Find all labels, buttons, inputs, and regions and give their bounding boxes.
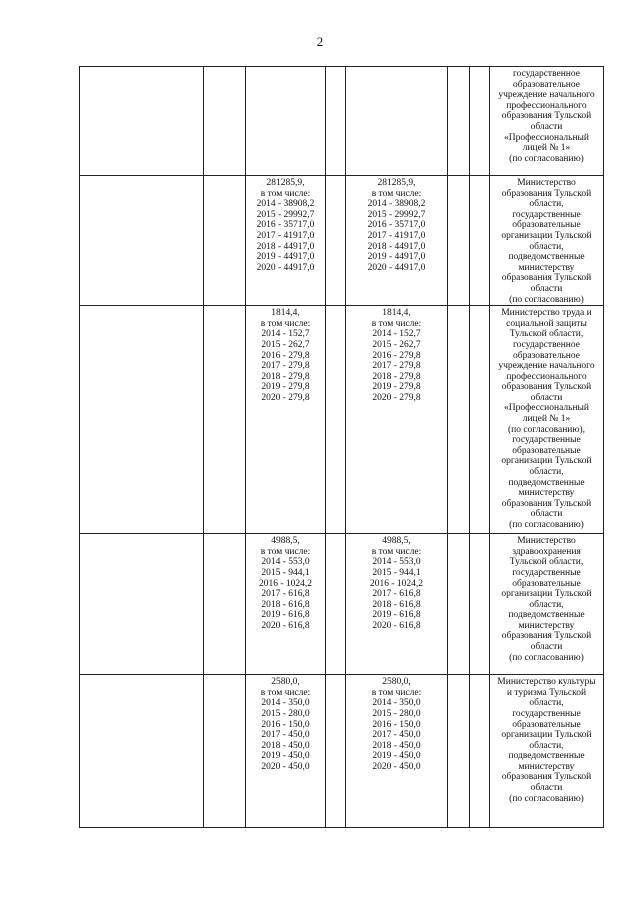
funding-total-cell <box>246 176 326 306</box>
funding-line: 2018 - 44917,0 <box>367 241 426 252</box>
funding-line: 2014 - 152,7 <box>261 329 310 340</box>
organization-line: области, <box>529 740 564 751</box>
organization-line: образовательные <box>512 719 581 730</box>
funding-line: 2020 - 616,8 <box>261 620 310 631</box>
responsible-organization-cell <box>490 675 604 828</box>
funding-line: в том числе: <box>260 546 311 557</box>
organization-line: государственные <box>512 435 581 446</box>
funding-line: 2020 - 44917,0 <box>367 262 426 273</box>
funding-line: 2016 - 279,8 <box>261 350 310 361</box>
organization-line: подведомственные <box>508 477 585 488</box>
funding-line: 2020 - 450,0 <box>372 761 421 772</box>
organization-line: образования Тульской <box>501 273 592 284</box>
funding-line: 2020 - 450,0 <box>261 761 310 772</box>
funding-line: в том числе: <box>371 318 422 329</box>
funding-line: 2015 - 29992,7 <box>367 209 426 220</box>
organization-line: министерству <box>518 262 575 273</box>
funding-line: 2580,0, <box>382 677 411 688</box>
organization-line: Министерство <box>517 178 576 188</box>
funding-line: 2017 - 279,8 <box>372 361 421 372</box>
funding-line: 2018 - 44917,0 <box>256 241 315 252</box>
organization-line: области, <box>529 698 564 709</box>
funding-line: 2017 - 616,8 <box>372 589 421 600</box>
organization-line: образования Тульской <box>501 111 592 122</box>
funding-line: 2580,0, <box>271 677 300 688</box>
organization-line: (по согласованию) <box>509 652 584 663</box>
table-row <box>80 67 604 176</box>
funding-line: 281285,9, <box>377 178 416 188</box>
funding-line: 2019 - 450,0 <box>261 751 310 762</box>
organization-line: Министерство труда и <box>501 308 592 319</box>
organization-line: образования Тульской <box>501 498 592 509</box>
funding-regional-cell <box>346 306 448 534</box>
organization-line: подведомственные <box>508 610 585 621</box>
funding-line: 2015 - 262,7 <box>372 339 421 350</box>
federal-budget-cell <box>326 67 346 176</box>
funding-line: 2020 - 279,8 <box>261 392 310 403</box>
organization-line: профессионального <box>506 371 587 382</box>
event-name-cell <box>80 306 204 534</box>
funding-line: 2017 - 616,8 <box>261 589 310 600</box>
organization-line: области <box>530 121 563 132</box>
program-funding-table <box>79 66 604 828</box>
organization-line: организации Тульской <box>501 456 592 467</box>
organization-line: области <box>530 783 563 794</box>
extra-budget-cell <box>470 176 490 306</box>
funding-line: 2015 - 262,7 <box>261 339 310 350</box>
period-cell <box>204 534 246 675</box>
organization-line: образовательные <box>512 578 581 589</box>
funding-line: 2019 - 616,8 <box>372 610 421 621</box>
funding-line: в том числе: <box>260 188 311 199</box>
funding-line: 2018 - 616,8 <box>372 599 421 610</box>
funding-line: 2017 - 450,0 <box>372 730 421 741</box>
funding-line: 2015 - 944,1 <box>372 567 421 578</box>
federal-budget-cell <box>326 176 346 306</box>
event-name-cell <box>80 176 204 306</box>
funding-line: 2014 - 350,0 <box>372 698 421 709</box>
funding-line: 2014 - 350,0 <box>261 698 310 709</box>
funding-line: 2018 - 616,8 <box>261 599 310 610</box>
page-number: 2 <box>316 34 324 49</box>
organization-line: (по согласованию) <box>509 520 584 530</box>
period-cell <box>204 176 246 306</box>
organization-line: (по согласованию), <box>507 424 586 435</box>
funding-total-cell <box>246 306 326 534</box>
funding-line: 2014 - 553,0 <box>372 557 421 568</box>
organization-line: учреждение начального <box>498 90 595 101</box>
organization-line: организации Тульской <box>501 730 592 741</box>
organization-line: государственное <box>513 69 580 79</box>
funding-line: 1814,4, <box>271 308 300 319</box>
table-row <box>80 534 604 675</box>
organization-line: образования Тульской <box>501 188 592 199</box>
funding-line: 2016 - 1024,2 <box>369 578 424 589</box>
organization-line: (по согласованию) <box>509 153 584 164</box>
organization-line: области <box>530 283 563 294</box>
funding-line: 4988,5, <box>271 536 300 547</box>
organization-line: (по согласованию) <box>509 294 584 305</box>
table-row <box>80 675 604 828</box>
organization-line: Министерство культуры <box>497 677 596 688</box>
funding-line: 2019 - 44917,0 <box>256 252 315 263</box>
organization-line: области <box>530 509 563 520</box>
funding-line: 2015 - 280,0 <box>261 708 310 719</box>
funding-line: 2015 - 944,1 <box>261 567 310 578</box>
responsible-organization-cell <box>490 306 604 534</box>
organization-line: образования Тульской <box>501 772 592 783</box>
funding-line: 2016 - 150,0 <box>261 719 310 730</box>
event-name-cell <box>80 675 204 828</box>
extra-budget-cell <box>470 675 490 828</box>
organization-line: учреждение начального <box>498 361 595 372</box>
local-budget-cell <box>448 67 470 176</box>
period-cell <box>204 675 246 828</box>
organization-line: области <box>530 392 563 403</box>
extra-budget-cell <box>470 306 490 534</box>
organization-line: организации Тульской <box>501 230 592 241</box>
funding-line: в том числе: <box>260 318 311 329</box>
funding-line: в том числе: <box>371 546 422 557</box>
funding-line: 2016 - 279,8 <box>372 350 421 361</box>
organization-line: государственные <box>512 209 581 220</box>
organization-line: Министерство <box>517 536 576 547</box>
organization-line: области <box>530 642 563 653</box>
funding-line: в том числе: <box>371 687 422 698</box>
organization-line: здравоохранения <box>512 546 581 557</box>
federal-budget-cell <box>326 534 346 675</box>
funding-line: 2020 - 279,8 <box>372 392 421 403</box>
local-budget-cell <box>448 176 470 306</box>
funding-line: 2019 - 279,8 <box>372 382 421 393</box>
funding-line: 2016 - 150,0 <box>372 719 421 730</box>
local-budget-cell <box>448 675 470 828</box>
period-cell <box>204 67 246 176</box>
funding-regional-cell <box>346 675 448 828</box>
organization-line: лицей № 1» <box>522 143 571 154</box>
responsible-organization-cell <box>490 67 604 176</box>
funding-line: 2018 - 279,8 <box>372 371 421 382</box>
federal-budget-cell <box>326 306 346 534</box>
funding-line: 2018 - 450,0 <box>372 740 421 751</box>
extra-budget-cell <box>470 534 490 675</box>
organization-line: образования Тульской <box>501 382 592 393</box>
organization-line: образовательное <box>513 350 580 361</box>
funding-line: 2015 - 29992,7 <box>256 209 315 220</box>
funding-line: 281285,9, <box>266 178 305 188</box>
organization-line: «Профессиональный <box>504 132 589 143</box>
organization-line: подведомственные <box>508 252 585 263</box>
extra-budget-cell <box>470 67 490 176</box>
funding-line: в том числе: <box>371 188 422 199</box>
funding-regional-cell <box>346 176 448 306</box>
organization-line: области, <box>529 241 564 252</box>
funding-line: 2016 - 1024,2 <box>258 578 313 589</box>
funding-line: 2017 - 450,0 <box>261 730 310 741</box>
organization-line: образовательные <box>512 220 581 231</box>
funding-line: 2020 - 616,8 <box>372 620 421 631</box>
organization-line: государственное <box>513 339 580 350</box>
funding-total-cell <box>246 675 326 828</box>
organization-line: государственные <box>512 567 581 578</box>
organization-line: подведомственные <box>508 751 585 762</box>
organization-line: образовательное <box>513 79 580 90</box>
organization-line: профессионального <box>506 100 587 111</box>
funding-line: 2018 - 450,0 <box>261 740 310 751</box>
organization-line: министерству <box>518 761 575 772</box>
organization-line: лицей № 1» <box>522 414 571 425</box>
funding-line: 2019 - 616,8 <box>261 610 310 621</box>
funding-line: в том числе: <box>260 687 311 698</box>
table-row <box>80 176 604 306</box>
funding-line: 2017 - 41917,0 <box>256 230 315 241</box>
responsible-organization-cell <box>490 176 604 306</box>
organization-line: государственные <box>512 708 581 719</box>
funding-line: 2016 - 35717,0 <box>367 220 426 231</box>
funding-line: 4988,5, <box>382 536 411 547</box>
organization-line: Тульской области, <box>509 329 584 340</box>
funding-line: 2014 - 38908,2 <box>367 199 426 210</box>
funding-line: 2016 - 35717,0 <box>256 220 315 231</box>
organization-line: образовательные <box>512 445 581 456</box>
funding-line: 2019 - 44917,0 <box>367 252 426 263</box>
organization-line: и туризма Тульской <box>506 687 587 698</box>
funding-total-cell <box>246 67 326 176</box>
responsible-organization-cell <box>490 534 604 675</box>
funding-line: 2015 - 280,0 <box>372 708 421 719</box>
event-name-cell <box>80 67 204 176</box>
funding-line: 2020 - 44917,0 <box>256 262 315 273</box>
period-cell <box>204 306 246 534</box>
organization-line: образования Тульской <box>501 631 592 642</box>
funding-line: 2014 - 38908,2 <box>256 199 315 210</box>
funding-line: 2019 - 279,8 <box>261 382 310 393</box>
federal-budget-cell <box>326 675 346 828</box>
organization-line: министерству <box>518 620 575 631</box>
organization-line: социальной защиты <box>506 318 587 329</box>
funding-line: 2014 - 553,0 <box>261 557 310 568</box>
funding-total-cell <box>246 534 326 675</box>
organization-line: области, <box>529 199 564 210</box>
organization-line: «Профессиональный <box>504 403 589 414</box>
table-row <box>80 306 604 534</box>
organization-line: Тульской области, <box>509 557 584 568</box>
organization-line: области, <box>529 599 564 610</box>
funding-line: 1814,4, <box>382 308 411 319</box>
funding-line: 2017 - 279,8 <box>261 361 310 372</box>
funding-line: 2014 - 152,7 <box>372 329 421 340</box>
funding-line: 2019 - 450,0 <box>372 751 421 762</box>
funding-line: 2018 - 279,8 <box>261 371 310 382</box>
organization-line: области, <box>529 467 564 478</box>
local-budget-cell <box>448 306 470 534</box>
local-budget-cell <box>448 534 470 675</box>
event-name-cell <box>80 534 204 675</box>
organization-line: министерству <box>518 488 575 499</box>
organization-line: организации Тульской <box>501 589 592 600</box>
funding-regional-cell <box>346 534 448 675</box>
funding-regional-cell <box>346 67 448 176</box>
funding-line: 2017 - 41917,0 <box>367 230 426 241</box>
organization-line: (по согласованию) <box>509 793 584 804</box>
